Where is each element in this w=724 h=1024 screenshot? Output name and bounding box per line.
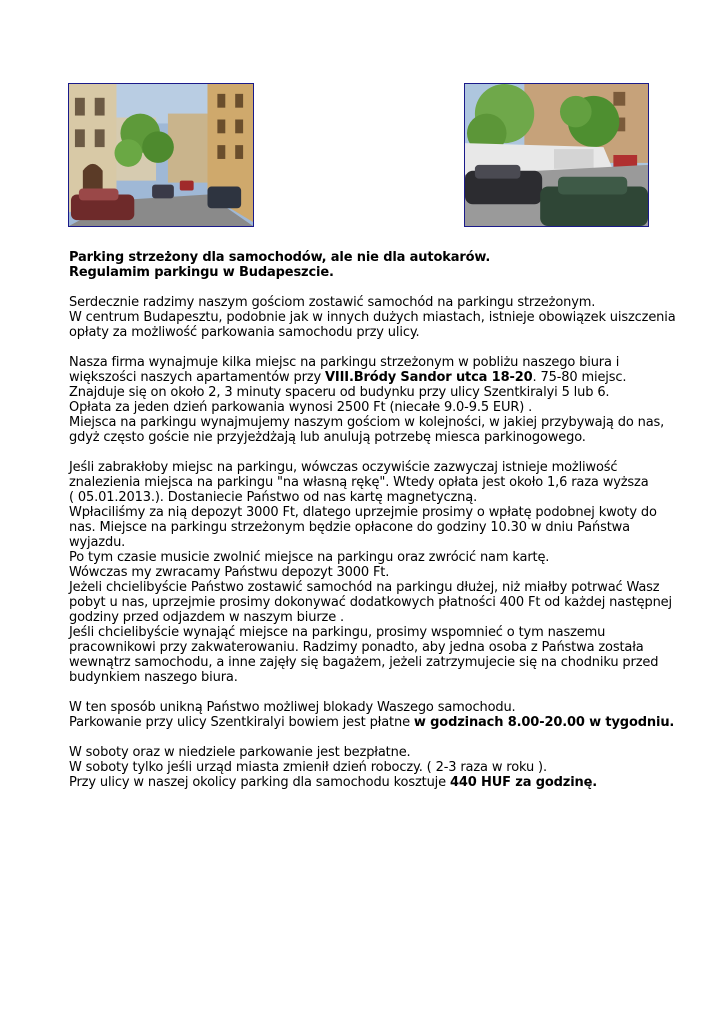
paragraph-weekend [69, 745, 669, 790]
text-line: Po tym czasie musicie zwolnić miejsce na parkingu oraz zwrócić nam kartę. [69, 550, 550, 565]
heading-line-1: Parking strzeżony dla samochodów, ale nie dla autokarów. [69, 250, 491, 265]
street-photo [68, 83, 254, 227]
text-line: Znajduje się on około 2, 3 minuty spaceru od budynku przy ulicy Szentkiralyi 5 lub 6. [69, 385, 610, 400]
text-line: W ten sposób unikną Państwo możliwej blokady Waszego samochodu. [69, 700, 516, 715]
text-line: Wpłaciliśmy za nią depozyt 3000 Ft, dlatego uprzejmie prosimy o wpłatę podobnej kwoty do [69, 505, 657, 520]
text-line: W soboty oraz w niedziele parkowanie jest bezpłatne. [69, 745, 411, 760]
text-line: pobyt u nas, uprzejmie prosimy dokonywać dodatkowych płatności 400 Ft od każdej następnej [69, 595, 672, 610]
text-line: nas. Miejsce na parkingu strzeżonym będzie opłacone do godziny 10.30 w dniu Państwa [69, 520, 630, 535]
text-line: wewnątrz samochodu, a inne zajęły się bagażem, jeżeli zatrzymujecie się na chodniku przed [69, 655, 659, 670]
text-line: Jeśli zabrakłoby miejsc na parkingu, wówczas oczywiście zazwyczaj istnieje możliwość [69, 460, 618, 475]
text-line: Jeżeli chcielibyście Państwo zostawić samochód na parkingu dłużej, niż miałby potrwać Wasz [69, 580, 660, 595]
street-photo-illustration [69, 84, 253, 226]
text-line: Wówczas my zwracamy Państwu depozyt 3000 Ft. [69, 565, 390, 580]
text-segment: większości naszych apartamentów przy [69, 370, 326, 385]
text-segment: Parkowanie przy ulicy Szentkiralyi bowiem jest płatne [69, 715, 414, 730]
text-line: godziny przed odjazdem w naszym biurze . [69, 610, 345, 625]
text-line [69, 370, 669, 385]
paragraph-rules [69, 460, 672, 685]
text-line: Serdecznie radzimy naszym gościom zostawić samochód na parkingu strzeżonym. [69, 295, 596, 310]
text-line: opłaty za możliwość parkowania samochodu przy ulicy. [69, 325, 420, 340]
parking-lot-photo [464, 83, 649, 227]
text-line: W centrum Budapesztu, podobnie jak w innych dużych miastach, istnieje obowiązek uiszczenia [69, 310, 676, 325]
text-line: gdyż często goście nie przyjeżdżają lub anulują potrzebę miesca parkinogowego. [69, 430, 586, 445]
text-segment: Przy ulicy w naszej okolicy parking dla samochodu kosztuje [69, 775, 450, 790]
text-line [69, 775, 669, 790]
address-bold: VIII.Bródy Sandor utca 18-20 [325, 370, 533, 385]
text-line: Jeśli chcielibyście wynająć miejsce na parkingu, prosimy wspomnieć o tym naszemu [69, 625, 606, 640]
text-line: Opłata za jeden dzień parkowania wynosi 2500 Ft (niecałe 9.0-9.5 EUR) . [69, 400, 533, 415]
text-line: wyjazdu. [69, 535, 126, 550]
parking-lot-photo-illustration [465, 84, 648, 226]
text-line: Nasza firma wynajmuje kilka miejsc na parkingu strzeżonym w pobliżu naszego biura i [69, 355, 620, 370]
text-line: znalezienia miejsca na parkingu "na własną rękę". Wtedy opłata jest około 1,6 raza wyższa [69, 475, 649, 490]
text-line [69, 715, 675, 730]
heading-line-2: Regulamim parkingu w Budapeszcie. [69, 265, 334, 280]
text-segment: . 75-80 miejsc. [532, 370, 627, 385]
text-line: budynkiem naszego biura. [69, 670, 238, 685]
text-line: W soboty tylko jeśli urząd miasta zmienił dzień roboczy. ( 2-3 raza w roku ). [69, 760, 547, 775]
paragraph-blockade [69, 700, 675, 730]
text-line: ( 05.01.2013.). Dostaniecie Państwo od nas kartę magnetyczną. [69, 490, 478, 505]
paragraph-company-parking [69, 355, 669, 445]
text-line: Miejsca na parkingu wynajmujemy naszym gościom w kolejności, w jakiej przybywają do nas, [69, 415, 665, 430]
text-line: pracownikowi przy zakwaterowaniu. Radzimy ponadto, aby jedna osoba z Państwa została [69, 640, 644, 655]
document-body [69, 250, 676, 805]
price-bold: 440 HUF za godzinę. [449, 775, 598, 790]
paragraph-intro [69, 295, 676, 340]
hours-bold: w godzinach 8.00-20.00 w tygodniu. [413, 715, 675, 730]
document-heading [69, 250, 669, 280]
